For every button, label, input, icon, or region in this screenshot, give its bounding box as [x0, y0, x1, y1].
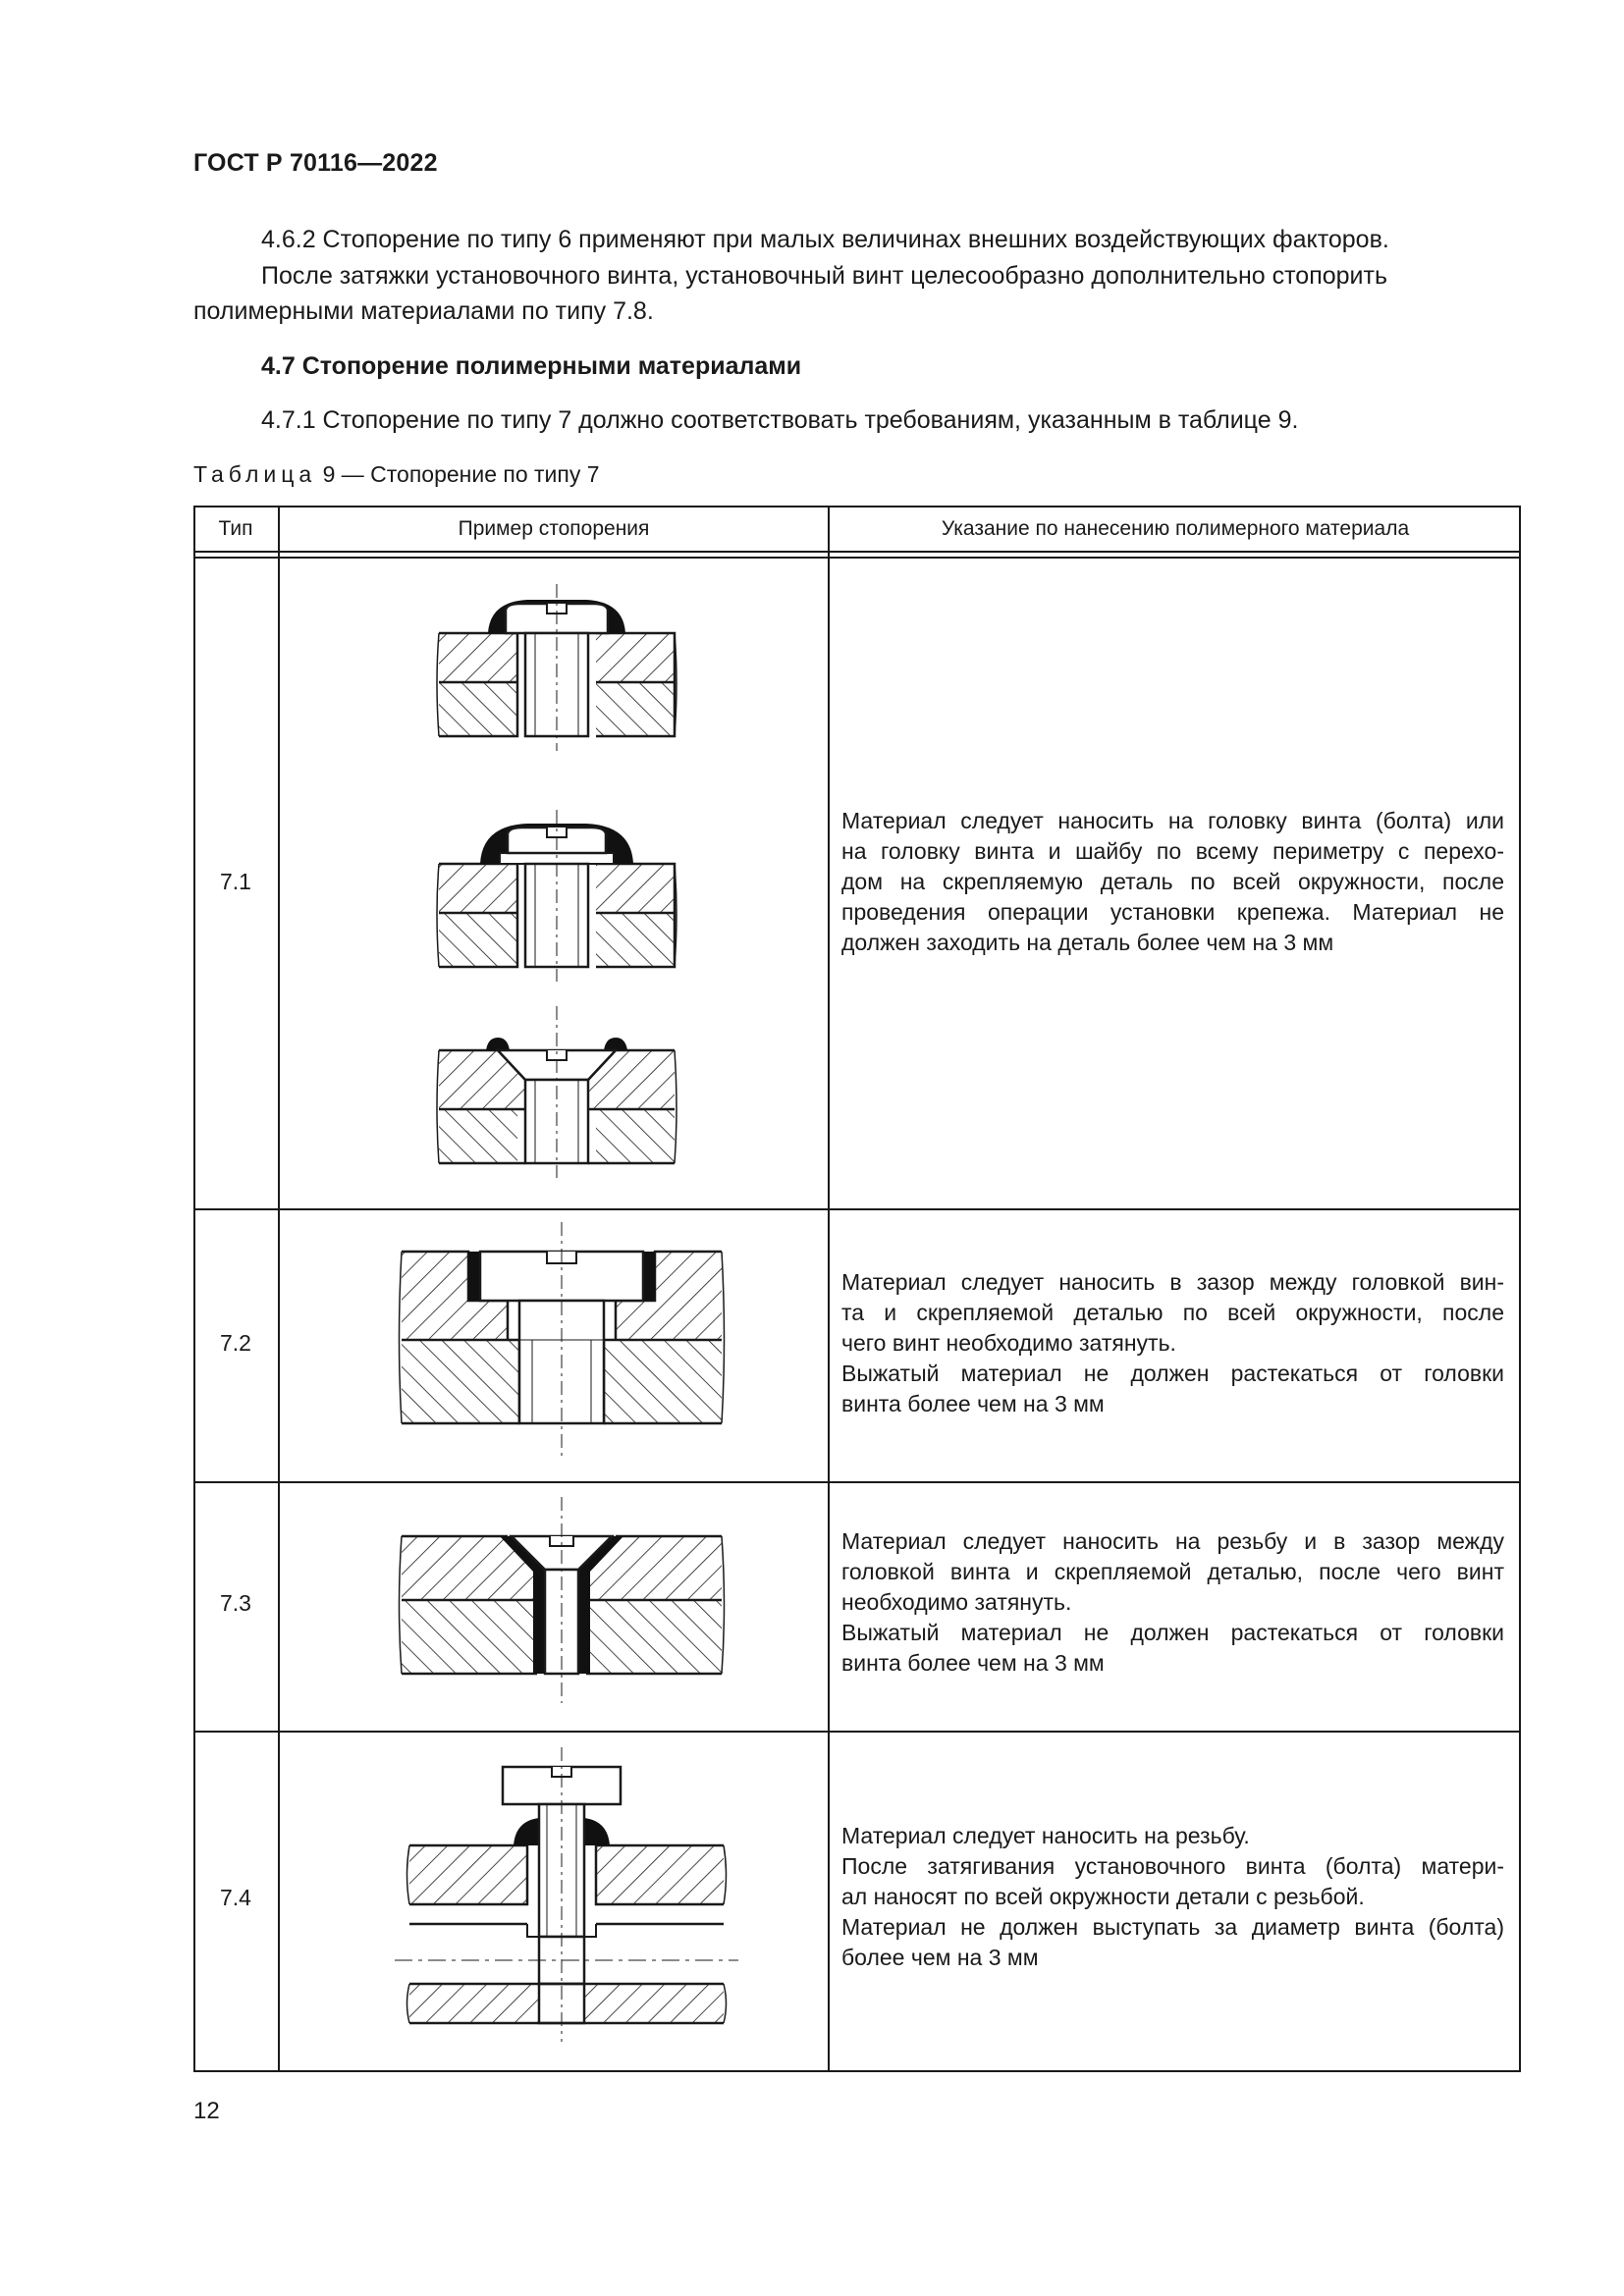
row-divider-2	[193, 1481, 1521, 1483]
figure-7-1-pan-head-washer	[429, 810, 694, 982]
instruction-line: Выжатый материал не должен растекаться от головки	[841, 1620, 1504, 1645]
table-caption-word: Таблица	[193, 461, 317, 487]
header-type: Тип	[218, 517, 253, 540]
instruction-line: проведения операции установки крепежа. Материал не	[841, 899, 1504, 925]
locking-table	[193, 506, 1521, 2072]
table-caption-rest: 9 — Стопорение по типу 7	[316, 461, 600, 487]
paragraph-4-6-2-line-3: полимерными материалами по типу 7.8.	[193, 297, 654, 325]
header-divider-b	[193, 557, 1521, 559]
row-instruction-7-4	[841, 1821, 1504, 1973]
instruction-line: на головку винта и шайбу по всему периметру с перехо-	[841, 838, 1504, 864]
row-instruction-7-1	[841, 806, 1504, 958]
paragraph-4-6-2-line-2: После затяжки установочного винта, установочный винт целесообразно дополнительно стопорить	[261, 262, 1387, 290]
instruction-line: головкой винта и скрепляемой деталью, после чего винт	[841, 1559, 1504, 1584]
document-code: ГОСТ Р 70116—2022	[193, 149, 438, 177]
section-title-4-7: 4.7 Стопорение полимерными материалами	[261, 352, 802, 380]
instruction-line: более чем на 3 мм	[841, 1945, 1039, 1970]
row-type-7-4: 7.4	[220, 1885, 251, 1910]
instruction-line: чего винт необходимо затянуть.	[841, 1330, 1176, 1356]
row-type-7-3: 7.3	[220, 1590, 251, 1616]
row-divider-3	[193, 1731, 1521, 1733]
instruction-line: Материал не должен выступать за диаметр винта (болта)	[841, 1914, 1504, 1940]
figure-7-1-countersunk	[429, 1006, 694, 1178]
instruction-line: Выжатый материал не должен растекаться от головки	[841, 1361, 1504, 1386]
header-example: Пример стопорения	[458, 517, 650, 540]
row-instruction-7-2	[841, 1267, 1504, 1419]
instruction-line: винта более чем на 3 мм	[841, 1391, 1105, 1416]
row-type-7-2: 7.2	[220, 1330, 251, 1356]
column-divider-2	[828, 506, 830, 2072]
instruction-line: та и скрепляемой деталью по всей окружности, после	[841, 1300, 1504, 1325]
row-instruction-7-3	[841, 1526, 1504, 1679]
instruction-line: должен заходить на деталь более чем на 3 мм	[841, 930, 1334, 955]
instruction-line: дом на скрепляемую деталь по всей окружности, после	[841, 869, 1504, 894]
instruction-line: винта более чем на 3 мм	[841, 1650, 1105, 1676]
header-instruction: Указание по нанесению полимерного материала	[941, 517, 1410, 540]
instruction-line: необходимо затянуть.	[841, 1589, 1072, 1615]
column-divider-1	[278, 506, 280, 2072]
paragraph-4-7-1: 4.7.1 Стопорение по типу 7 должно соответствовать требованиям, указанным в таблице 9.	[261, 406, 1299, 434]
page-number: 12	[193, 2098, 220, 2124]
figure-7-3-countersunk-thread	[390, 1497, 733, 1703]
figure-7-2-recessed-head	[390, 1222, 733, 1458]
row-divider-1	[193, 1208, 1521, 1210]
table-caption	[193, 461, 600, 488]
instruction-line: Материал следует наносить на головку винта (болта) или	[841, 808, 1504, 833]
instruction-line: ал наносят по всей окружности детали с резьбой.	[841, 1884, 1365, 1909]
figure-7-4-set-screw	[390, 1747, 743, 2061]
instruction-line: Материал следует наносить на резьбу.	[841, 1823, 1250, 1848]
row-type-7-1: 7.1	[220, 869, 251, 894]
paragraph-4-6-2-line-1: 4.6.2 Стопорение по типу 6 применяют при малых величинах внешних воздействующих факторов.	[261, 226, 1389, 253]
instruction-line: Материал следует наносить в зазор между головкой вин-	[841, 1269, 1504, 1295]
header-divider-a	[193, 551, 1521, 553]
instruction-line: Материал следует наносить на резьбу и в зазор между	[841, 1528, 1504, 1554]
instruction-line: После затягивания установочного винта (болта) матери-	[841, 1853, 1504, 1879]
figure-7-1-pan-head	[429, 584, 694, 751]
